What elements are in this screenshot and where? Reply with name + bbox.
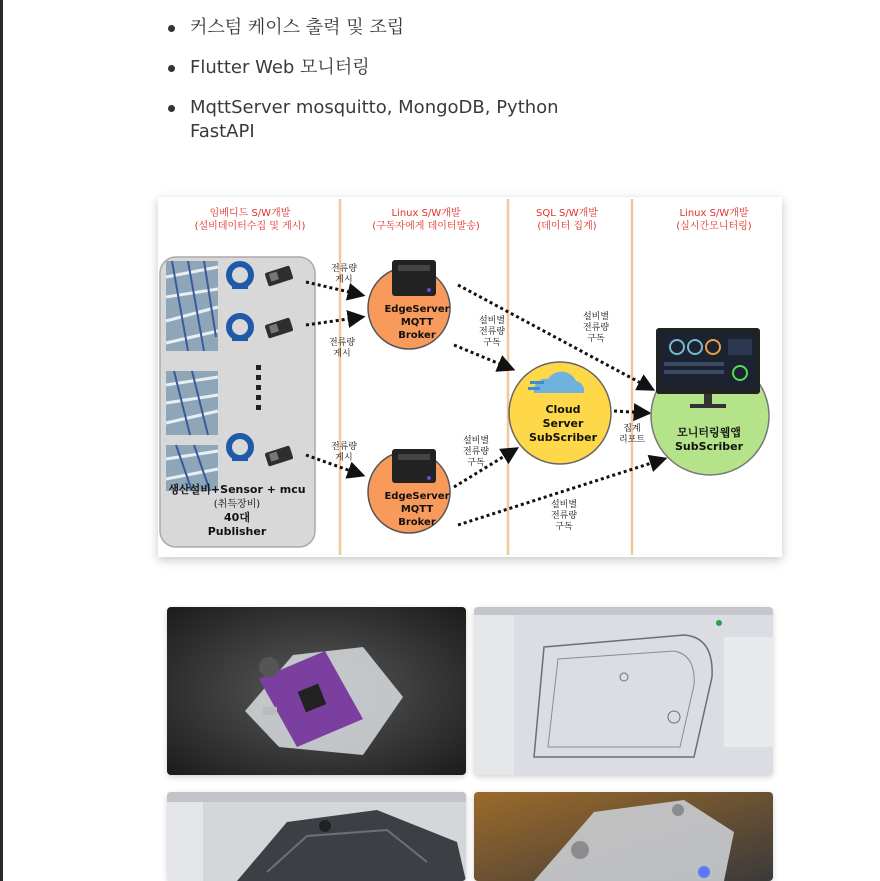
publish-label: 게시	[335, 453, 353, 463]
subscribe-label: 구독	[587, 334, 605, 344]
publish-label: 게시	[333, 349, 351, 359]
list-item-text: MqttServer mosquitto, MongoDB, Python	[190, 97, 559, 118]
column-subtitle: (실시간모니터링)	[676, 221, 752, 232]
subscribe-label: 구독	[467, 458, 485, 468]
machine-photo-icon	[166, 261, 218, 351]
publisher-label: Publisher	[207, 525, 267, 538]
left-border	[0, 0, 3, 881]
column-subtitle: (설비데이터수집 및 게시)	[194, 221, 306, 232]
subscribe-label: 설비별	[550, 500, 578, 510]
list-item-text: Flutter Web 모니터링	[190, 57, 370, 78]
subscribe-label: 전류량	[582, 323, 610, 333]
list-item	[166, 96, 559, 144]
list-item	[166, 56, 559, 80]
cloud-server-label: Cloud	[545, 403, 581, 416]
edge-server-label: EdgeServer	[384, 491, 450, 502]
edge-server-label: Broker	[398, 330, 436, 341]
architecture-diagram[interactable]	[158, 197, 782, 557]
cad-drawing-photo[interactable]	[474, 607, 773, 775]
subscribe-label: 설비별	[582, 312, 610, 322]
monitoring-app-label: 모니터링웹앱	[677, 426, 741, 439]
subscribe-label: 전류량	[478, 327, 506, 337]
column-title: 임베디드 S/W개발	[209, 208, 291, 219]
subscribe-label: 구독	[483, 338, 501, 348]
edge-server-label: MQTT	[400, 504, 434, 515]
column-title: SQL S/W개발	[536, 208, 598, 219]
machine-photo-icon	[166, 371, 218, 435]
list-item-text: 커스텀 케이스 출력 및 조립	[190, 17, 405, 38]
edge-server-label: EdgeServer	[384, 304, 450, 315]
edge-server-label: MQTT	[400, 317, 434, 328]
column-title: Linux S/W개발	[679, 208, 749, 219]
subscribe-label: 설비별	[478, 316, 506, 326]
subscribe-label: 전류량	[550, 511, 578, 521]
column-subtitle: (데이터 집계)	[537, 221, 597, 232]
pcb-case-photo[interactable]	[167, 607, 466, 775]
cloud-server-label: SubScriber	[528, 431, 598, 444]
publish-label: 전류량	[330, 264, 358, 274]
column-subtitle: (구독자에게 데이터발송)	[372, 221, 480, 232]
publisher-label: 생산설비+Sensor + mcu	[168, 483, 306, 496]
publish-label: 전류량	[328, 338, 356, 348]
edge-server-label: Broker	[398, 517, 436, 528]
list-item	[166, 16, 559, 40]
case-closeup-photo[interactable]	[474, 792, 773, 881]
publisher-label: 40대	[224, 511, 250, 524]
publisher-label: (취득장비)	[213, 499, 261, 510]
cad-model-photo[interactable]	[167, 792, 466, 881]
column-title: Linux S/W개발	[391, 208, 461, 219]
report-label: 집계	[623, 424, 641, 434]
subscribe-label: 구독	[555, 522, 573, 532]
subscribe-label: 설비별	[462, 436, 490, 446]
monitoring-app-label: SubScriber	[674, 440, 744, 453]
subscribe-label: 전류량	[462, 447, 490, 457]
publish-label: 전류량	[330, 442, 358, 452]
list-item-text-continued: FastAPI	[190, 121, 255, 142]
report-label: 리포트	[618, 435, 646, 445]
cloud-server-label: Server	[542, 417, 584, 430]
publish-label: 게시	[335, 275, 353, 285]
feature-list	[166, 0, 559, 160]
